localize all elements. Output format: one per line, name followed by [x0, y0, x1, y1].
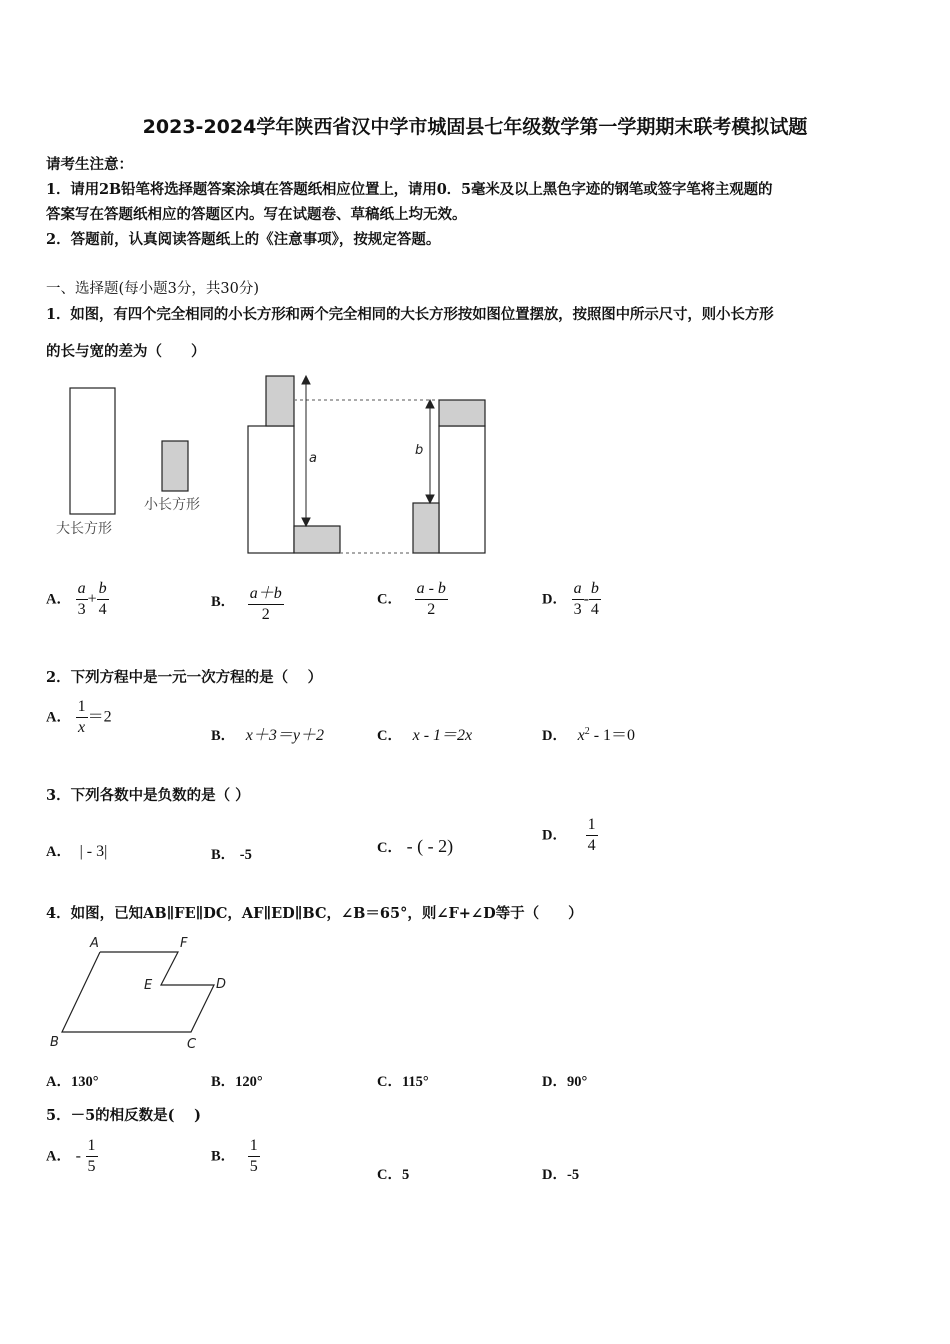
q4-option-b[interactable]: B．120° — [211, 1074, 263, 1090]
q3-stem: 3．下列各数中是负数的是（ ） — [46, 787, 250, 804]
big-rectangle-left — [248, 426, 294, 553]
q4-figure — [44, 930, 244, 1055]
q1-option-d[interactable]: D． $\frac{a}{3}$ - $\frac{b}{4}$ — [542, 580, 599, 618]
point-b-label: B — [50, 1035, 59, 1050]
notice-line-2: 答案写在答题纸相应的答题区内。写在试题卷、草稿纸上均无效。 — [46, 206, 467, 223]
q2-option-b[interactable]: B． x＋3＝y＋2 — [211, 727, 324, 744]
q3-option-b[interactable]: B． -5 — [211, 847, 252, 863]
small-rectangle-left-bottom — [294, 526, 340, 553]
q5-option-c[interactable]: C．5 — [377, 1167, 410, 1183]
q2-stem: 2．下列方程中是一元一次方程的是（ ） — [46, 669, 323, 686]
q1-stem-line-2: 的长与宽的差为（ ） — [46, 343, 206, 360]
q1-option-b[interactable]: B． $\frac{a+b}{2}$ — [211, 580, 284, 624]
page-title: 2023-2024学年陕西省汉中学市城固县七年级数学第一学期期末联考模拟试题 — [142, 116, 808, 138]
q4-option-a[interactable]: A．130° — [46, 1074, 99, 1090]
small-rectangle-right-top — [439, 400, 485, 426]
big-rectangle-right — [439, 426, 485, 553]
q3-option-d[interactable]: D． $\frac{1}{4}$ — [542, 816, 596, 854]
notice-heading: 请考生注意： — [46, 156, 133, 173]
big-rectangle-caption: 大长方形 — [56, 521, 112, 537]
q4-option-d[interactable]: D．90° — [542, 1074, 588, 1090]
notice-line-3: 2．答题前，认真阅读答题纸上的《注意事项》，按规定答题。 — [46, 231, 441, 248]
big-rectangle-sample — [70, 388, 115, 514]
q2-option-c[interactable]: C． x - 1＝2x — [377, 727, 473, 744]
q3-option-a[interactable]: A． | - 3| — [46, 843, 108, 860]
q1-figure — [40, 370, 500, 560]
q2-option-a[interactable]: A． $\frac{1}{x}$ ＝2 — [46, 698, 112, 736]
section-heading: 一、选择题(每小题3分，共30分) — [46, 281, 259, 297]
point-d-label: D — [216, 977, 227, 992]
q1-option-c[interactable]: C． $\frac{a - b}{2}$ — [377, 580, 446, 618]
q5-option-b[interactable]: B． $\frac{1}{5}$ — [211, 1137, 258, 1175]
q1-option-a[interactable]: A． $\frac{a}{3}$ + $\frac{b}{4}$ — [46, 580, 107, 618]
small-rectangle-right-bottom — [413, 503, 439, 553]
q5-option-a[interactable]: A． - $\frac{1}{5}$ — [46, 1137, 96, 1175]
q4-option-c[interactable]: C．115° — [377, 1074, 429, 1090]
label-a: a — [309, 451, 317, 466]
q4-stem: 4．如图，已知AB∥FE∥DC，AF∥ED∥BC，∠B＝65°，则∠F+∠D等于（ ） — [46, 905, 583, 922]
small-rectangle-sample — [162, 441, 188, 491]
point-c-label: C — [187, 1037, 197, 1052]
label-b: b — [415, 443, 424, 458]
q5-stem: 5．－5的相反数是( ) — [46, 1107, 201, 1124]
q3-option-c[interactable]: C． - ( - 2) — [377, 836, 454, 856]
notice-line-1: 1．请用2B铅笔将选择题答案涂填在答题纸相应位置上，请用0．5毫米及以上黑色字迹的钢笔或签字笔将主观题的 — [46, 181, 773, 198]
q2-option-d[interactable]: D． $x^2 - 1=0$ — [542, 726, 636, 744]
q1-stem-line-1: 1．如图，有四个完全相同的小长方形和两个完全相同的大长方形按如图位置摆放，按照图中所示尺寸，则小长方形 — [46, 306, 774, 323]
small-rectangle-left-top — [266, 376, 294, 426]
small-rectangle-caption: 小长方形 — [144, 497, 200, 513]
q5-option-d[interactable]: D．-5 — [542, 1167, 580, 1183]
point-a-label: A — [90, 936, 99, 951]
point-f-label: F — [180, 936, 188, 951]
point-e-label: E — [144, 978, 153, 993]
